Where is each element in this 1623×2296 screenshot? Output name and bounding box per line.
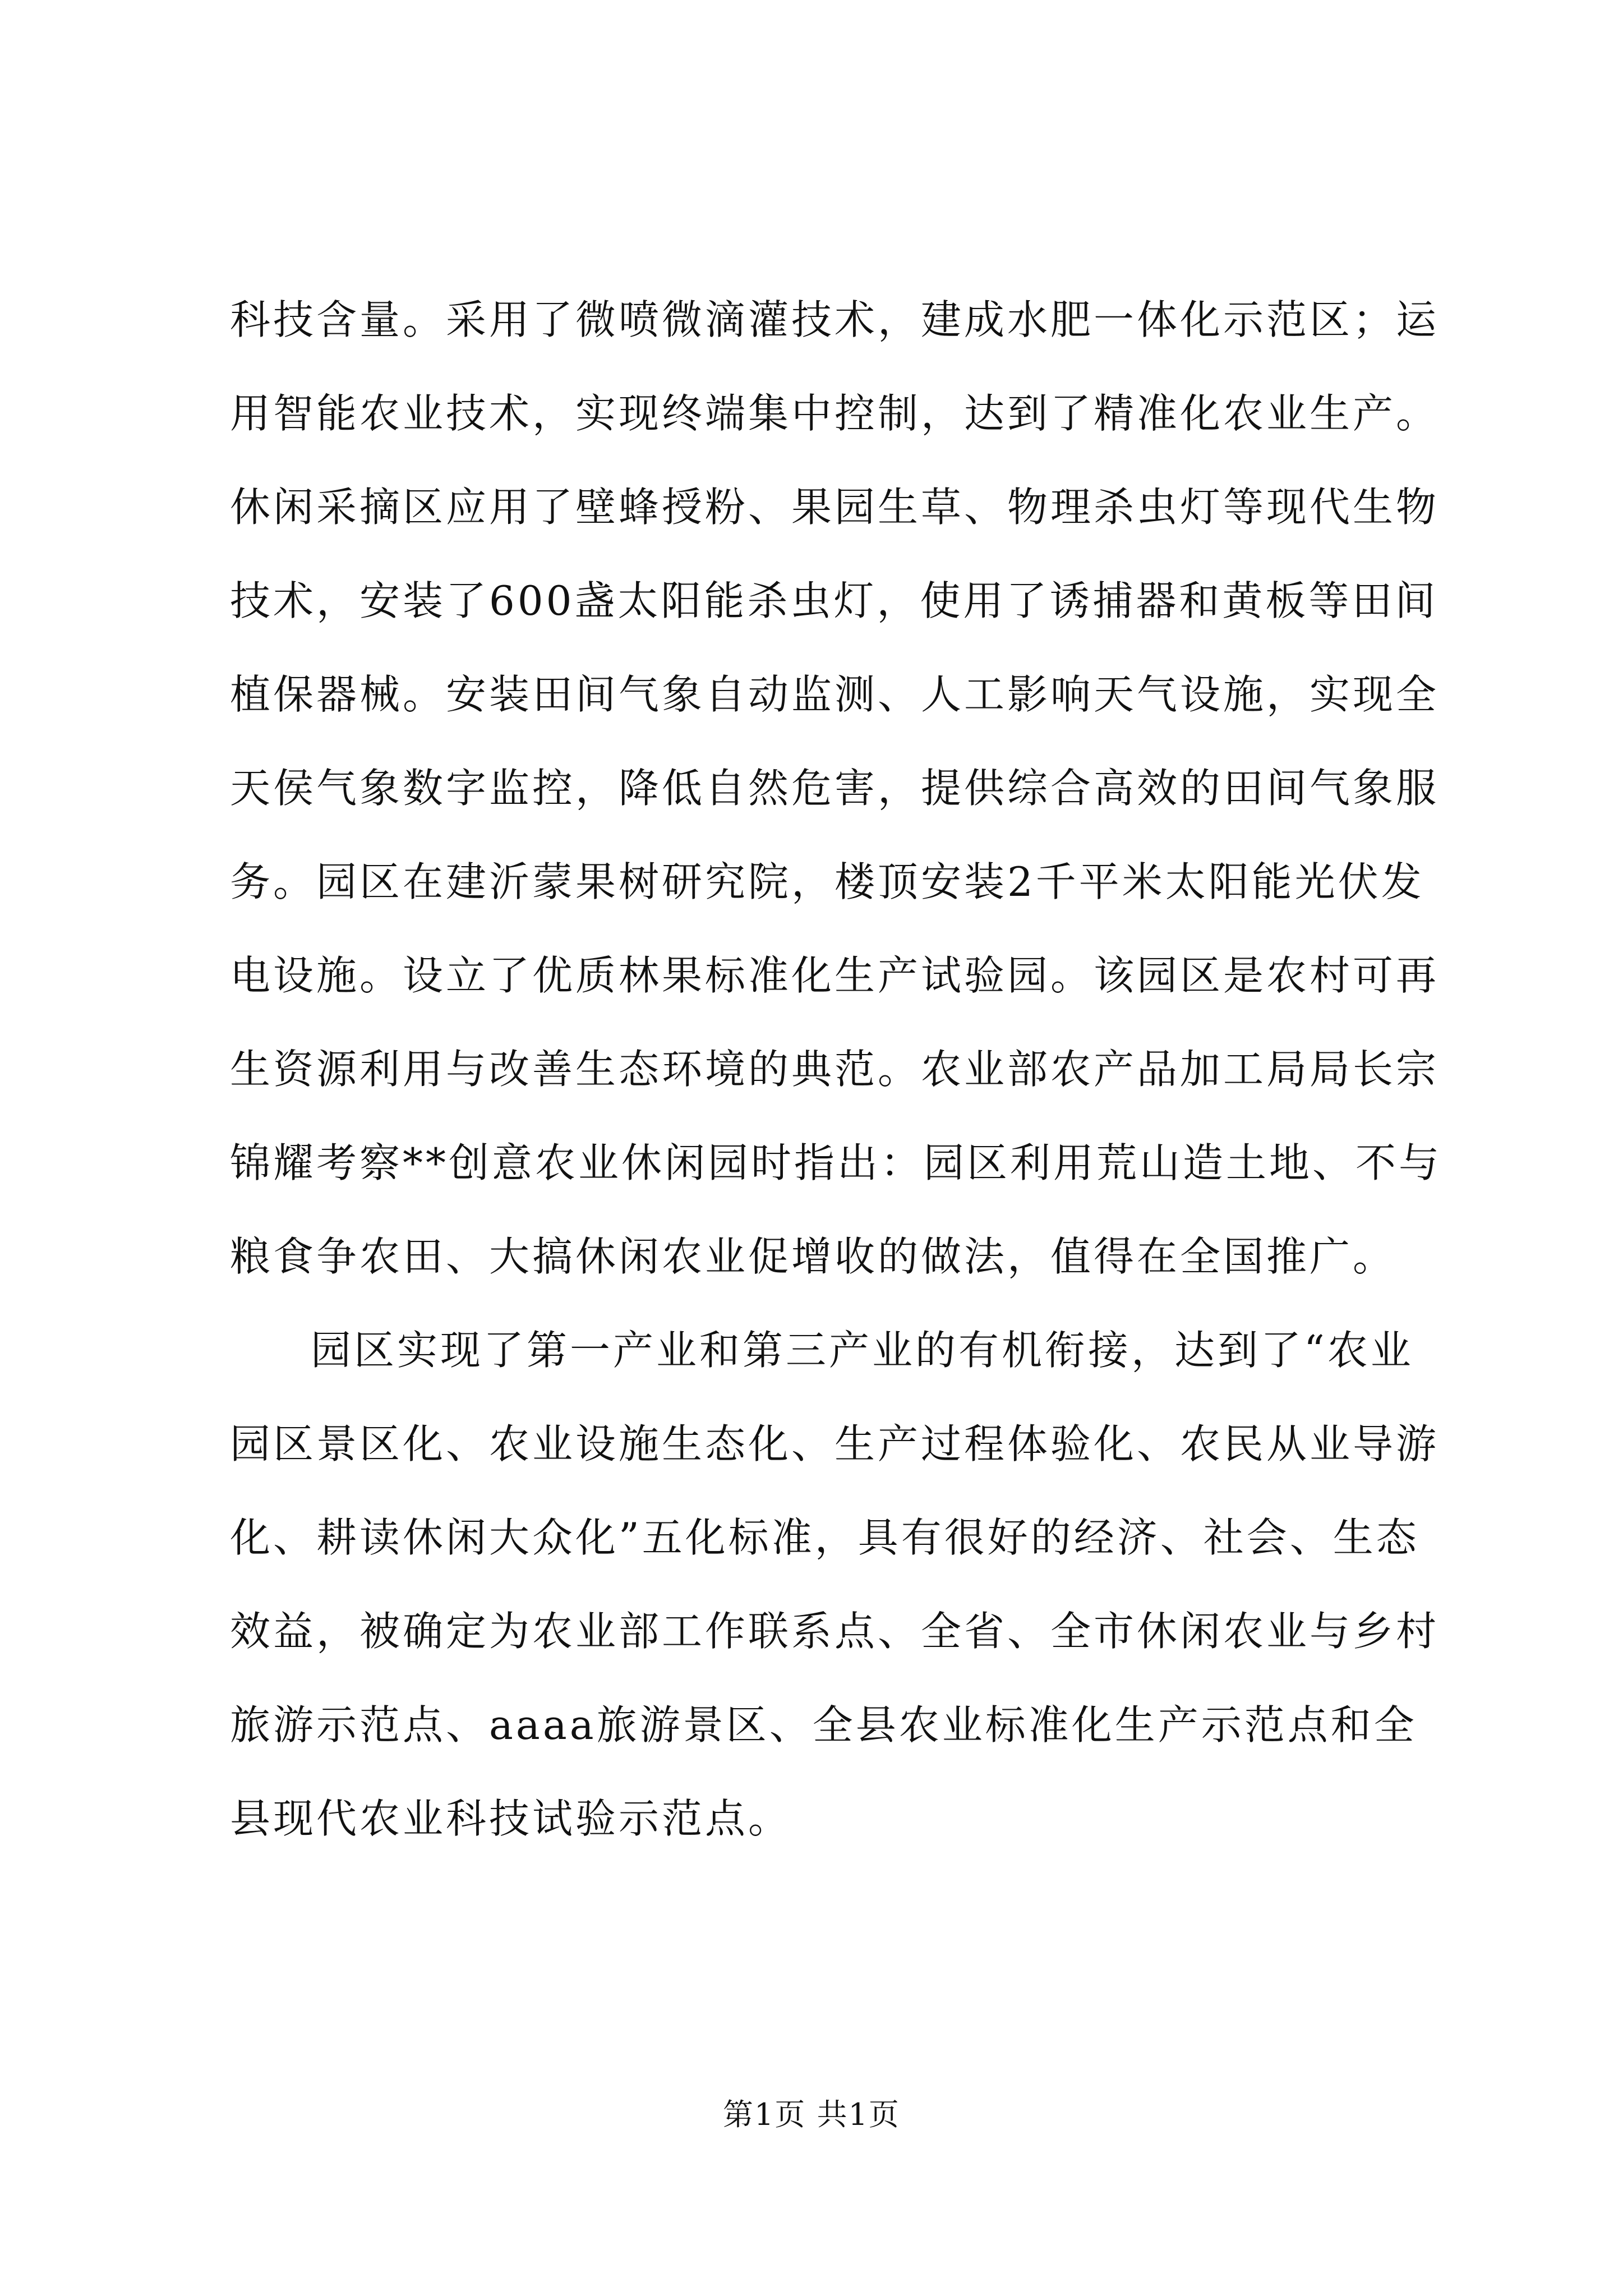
text-line: 化、耕读休闲大众化”五化标准，具有很好的经济、社会、生态 xyxy=(230,1514,1419,1561)
text-line: 园区景区化、农业设施生态化、生产过程体验化、农民从业导游 xyxy=(230,1420,1440,1467)
text-line: 科技含量。采用了微喷微滴灌技术，建成水肥一体化示范区；运 xyxy=(230,296,1440,343)
text-line: 锦耀考察**创意农业休闲园时指出：园区利用荒山造土地、不与 xyxy=(230,1139,1442,1186)
text-line: 效益，被确定为农业部工作联系点、全省、全市休闲农业与乡村 xyxy=(230,1608,1440,1655)
text-line: 电设施。设立了优质林果标准化生产试验园。该园区是农村可再 xyxy=(230,952,1440,999)
text-line: 用智能农业技术，实现终端集中控制，达到了精准化农业生产。 xyxy=(230,390,1440,437)
text-line: 天侯气象数字监控，降低自然危害，提供综合高效的田间气象服 xyxy=(230,765,1440,812)
text-line: 技术，安装了600盏太阳能杀虫灯，使用了诱捕器和黄板等田间 xyxy=(230,577,1438,624)
text-line: 休闲采摘区应用了壁蜂授粉、果园生草、物理杀虫灯等现代生物 xyxy=(230,484,1440,531)
text-line: 务。园区在建沂蒙果树研究院，楼顶安装2千平米太阳能光伏发 xyxy=(230,858,1424,905)
text-line: 县现代农业科技试验示范点。 xyxy=(230,1795,792,1842)
text-line-indented: 园区实现了第一产业和第三产业的有机衔接，达到了“农业 xyxy=(311,1327,1414,1374)
page-number-footer: 第1页 共1页 xyxy=(723,2097,900,2132)
text-line: 旅游示范点、aaaa旅游景区、全县农业标准化生产示范点和全 xyxy=(230,1701,1417,1749)
text-line: 粮食争农田、大搞休闲农业促增收的做法，值得在全国推广。 xyxy=(230,1233,1396,1280)
text-line: 植保器械。安装田间气象自动监测、人工影响天气设施，实现全 xyxy=(230,671,1440,718)
text-line: 生资源利用与改善生态环境的典范。农业部农产品加工局局长宗 xyxy=(230,1046,1440,1093)
